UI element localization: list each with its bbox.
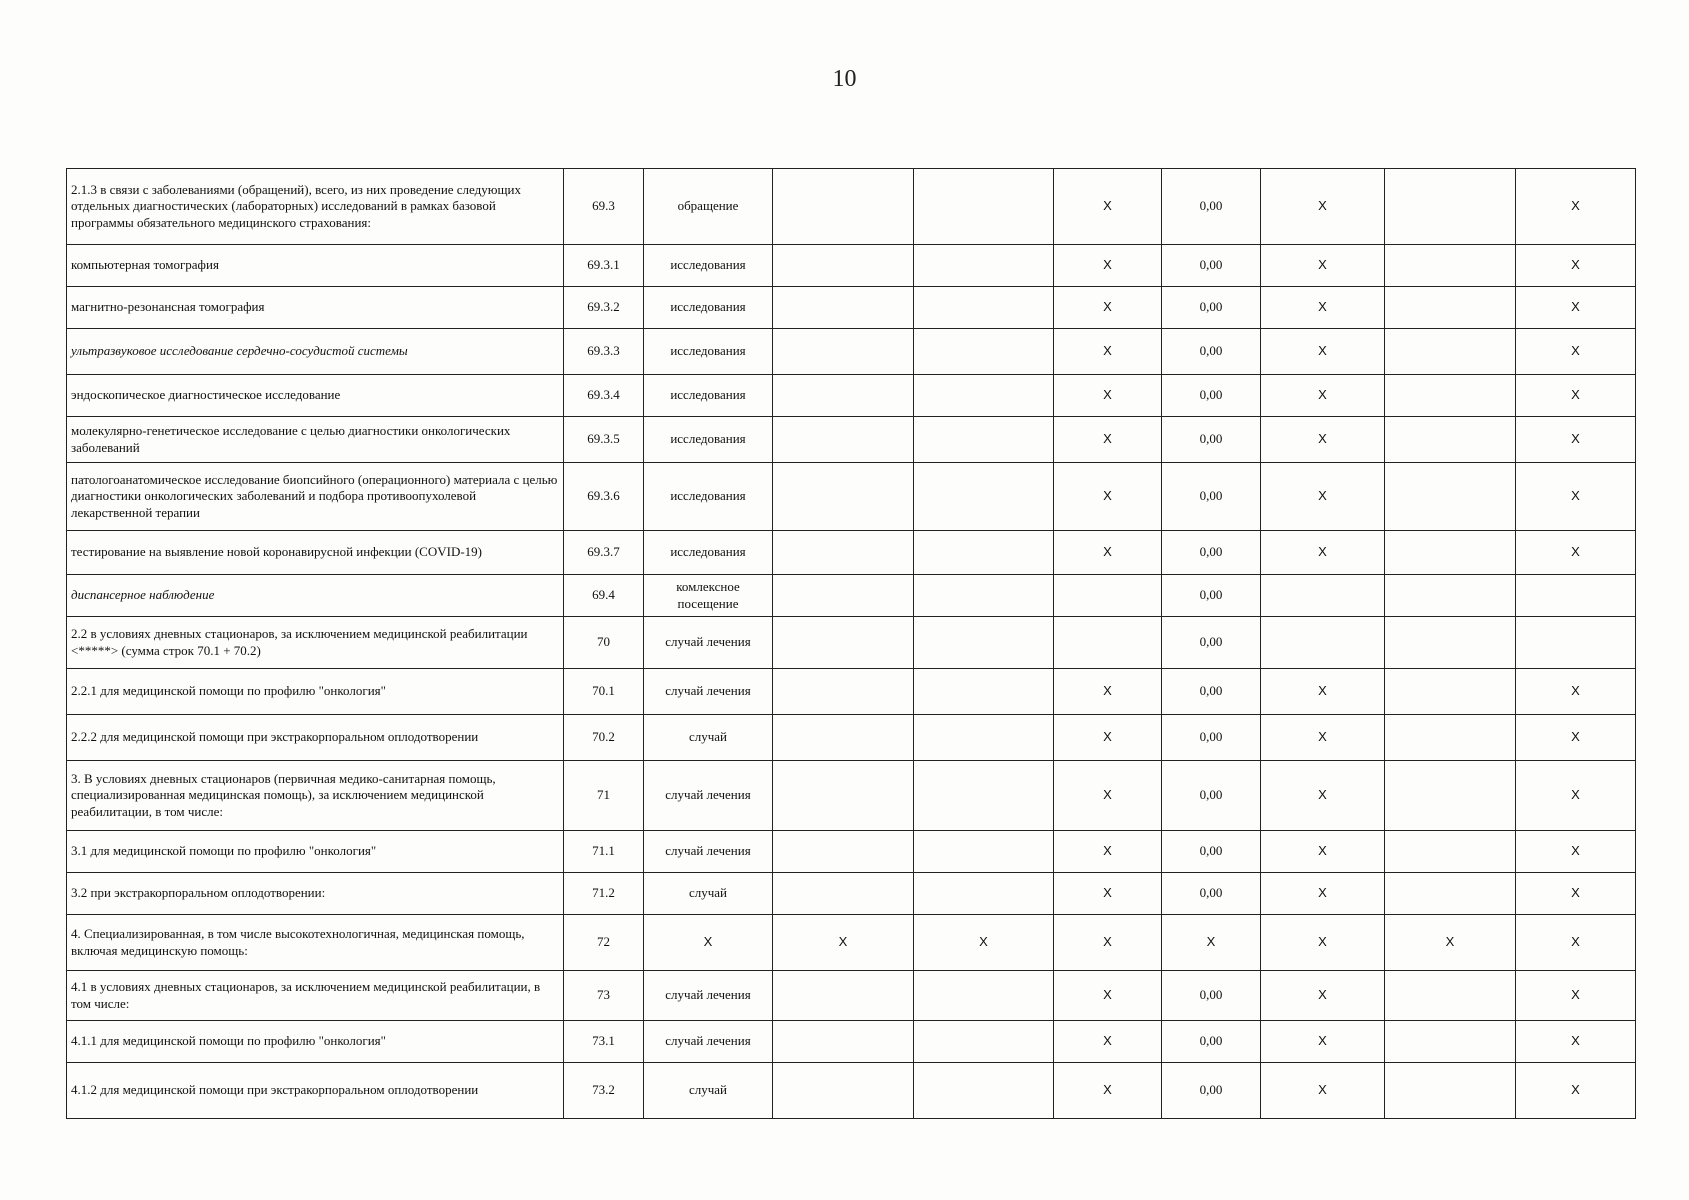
cell-c9 — [1385, 375, 1516, 417]
cell-c6: X — [1054, 831, 1162, 873]
cell-c6: X — [1054, 669, 1162, 715]
row-unit: X — [644, 915, 773, 971]
row-name: 4.1 в условиях дневных стационаров, за исключением медицинской реабилитации, в том числе: — [67, 971, 564, 1021]
row-name: 2.2.1 для медицинской помощи по профилю "онкология" — [67, 669, 564, 715]
cell-c9 — [1385, 1063, 1516, 1119]
cell-c7: 0,00 — [1162, 375, 1261, 417]
table-row — [67, 1021, 1636, 1063]
row-unit: случай — [644, 1063, 773, 1119]
cell-c10: X — [1516, 971, 1636, 1021]
cell-c9 — [1385, 761, 1516, 831]
table-row — [67, 375, 1636, 417]
row-name: 3.1 для медицинской помощи по профилю "онкология" — [67, 831, 564, 873]
cell-c8: X — [1261, 375, 1385, 417]
cell-c4 — [773, 761, 914, 831]
row-unit: случай лечения — [644, 831, 773, 873]
cell-c10: X — [1516, 417, 1636, 463]
cell-c10: X — [1516, 463, 1636, 531]
cell-c6: X — [1054, 417, 1162, 463]
row-code: 69.3.7 — [564, 531, 644, 575]
cell-c5 — [914, 617, 1054, 669]
row-code: 69.3.5 — [564, 417, 644, 463]
row-code: 72 — [564, 915, 644, 971]
row-name: 2.2.2 для медицинской помощи при экстракорпоральном оплодотворении — [67, 715, 564, 761]
cell-c10: X — [1516, 287, 1636, 329]
row-name: 4.1.1 для медицинской помощи по профилю "онкология" — [67, 1021, 564, 1063]
row-unit: обращение — [644, 169, 773, 245]
cell-c7: 0,00 — [1162, 715, 1261, 761]
cell-c7: 0,00 — [1162, 617, 1261, 669]
cell-c4 — [773, 245, 914, 287]
cell-c4 — [773, 1063, 914, 1119]
cell-c7: 0,00 — [1162, 169, 1261, 245]
cell-c7: 0,00 — [1162, 463, 1261, 531]
table-row — [67, 287, 1636, 329]
cell-c4 — [773, 463, 914, 531]
cell-c6: X — [1054, 329, 1162, 375]
cell-c8: X — [1261, 287, 1385, 329]
table-row — [67, 245, 1636, 287]
row-unit: исследования — [644, 245, 773, 287]
table-row — [67, 971, 1636, 1021]
cell-c6 — [1054, 617, 1162, 669]
cell-c8: X — [1261, 531, 1385, 575]
cell-c10: X — [1516, 375, 1636, 417]
table-row — [67, 417, 1636, 463]
row-unit: случай лечения — [644, 669, 773, 715]
cell-c7: 0,00 — [1162, 531, 1261, 575]
row-code: 73.1 — [564, 1021, 644, 1063]
row-name: тестирование на выявление новой коронавирусной инфекции (COVID-19) — [67, 531, 564, 575]
cell-c5 — [914, 329, 1054, 375]
row-name: 2.1.3 в связи с заболеваниями (обращений), всего, из них проведение следующих отдельных диагностических (лабораторных) исследований в рамках базовой программы обязательного медицинского страхования: — [67, 169, 564, 245]
cell-c8: X — [1261, 761, 1385, 831]
cell-c9 — [1385, 287, 1516, 329]
row-unit: исследования — [644, 375, 773, 417]
table-row — [67, 169, 1636, 245]
cell-c10: X — [1516, 329, 1636, 375]
cell-c4 — [773, 1021, 914, 1063]
cell-c5 — [914, 1063, 1054, 1119]
cell-c7: 0,00 — [1162, 1021, 1261, 1063]
row-code: 69.3.1 — [564, 245, 644, 287]
cell-c9 — [1385, 245, 1516, 287]
row-code: 70.1 — [564, 669, 644, 715]
row-code: 69.3.2 — [564, 287, 644, 329]
table-row — [67, 531, 1636, 575]
cell-c8: X — [1261, 715, 1385, 761]
cell-c6: X — [1054, 169, 1162, 245]
cell-c7: 0,00 — [1162, 831, 1261, 873]
cell-c5 — [914, 971, 1054, 1021]
cell-c10: X — [1516, 169, 1636, 245]
cell-c9 — [1385, 169, 1516, 245]
row-unit: случай — [644, 873, 773, 915]
cell-c4 — [773, 575, 914, 617]
cell-c6: X — [1054, 1063, 1162, 1119]
cell-c4 — [773, 971, 914, 1021]
cell-c5 — [914, 287, 1054, 329]
cell-c4 — [773, 873, 914, 915]
page-number: 10 — [832, 66, 857, 92]
row-code: 73.2 — [564, 1063, 644, 1119]
row-name: компьютерная томография — [67, 245, 564, 287]
cell-c10: X — [1516, 761, 1636, 831]
cell-c8: X — [1261, 463, 1385, 531]
cell-c7: 0,00 — [1162, 575, 1261, 617]
cell-c10: X — [1516, 915, 1636, 971]
row-unit: исследования — [644, 329, 773, 375]
cell-c10: X — [1516, 1021, 1636, 1063]
cell-c10 — [1516, 575, 1636, 617]
cell-c8 — [1261, 617, 1385, 669]
table-row — [67, 761, 1636, 831]
row-unit: комлексное посещение — [644, 575, 773, 617]
row-name: 2.2 в условиях дневных стационаров, за исключением медицинской реабилитации <*****> (сумма строк 70.1 + 70.2) — [67, 617, 564, 669]
row-code: 70.2 — [564, 715, 644, 761]
cell-c9 — [1385, 463, 1516, 531]
cell-c8: X — [1261, 831, 1385, 873]
row-name: ультразвуковое исследование сердечно-сосудистой системы — [67, 329, 564, 375]
cell-c10: X — [1516, 669, 1636, 715]
row-name: диспансерное наблюдение — [67, 575, 564, 617]
cell-c4: X — [773, 915, 914, 971]
cell-c9 — [1385, 831, 1516, 873]
cell-c10: X — [1516, 873, 1636, 915]
cell-c4 — [773, 287, 914, 329]
table-row — [67, 1063, 1636, 1119]
row-name: 4.1.2 для медицинской помощи при экстракорпоральном оплодотворении — [67, 1063, 564, 1119]
cell-c8: X — [1261, 1063, 1385, 1119]
cell-c5 — [914, 531, 1054, 575]
cell-c5: X — [914, 915, 1054, 971]
cell-c8: X — [1261, 169, 1385, 245]
table-row — [67, 329, 1636, 375]
cell-c9 — [1385, 575, 1516, 617]
cell-c4 — [773, 375, 914, 417]
cell-c8: X — [1261, 669, 1385, 715]
cell-c7: 0,00 — [1162, 761, 1261, 831]
cell-c10: X — [1516, 1063, 1636, 1119]
cell-c9 — [1385, 971, 1516, 1021]
cell-c5 — [914, 669, 1054, 715]
cell-c8 — [1261, 575, 1385, 617]
cell-c8: X — [1261, 417, 1385, 463]
row-unit: исследования — [644, 417, 773, 463]
table-row — [67, 915, 1636, 971]
row-code: 69.4 — [564, 575, 644, 617]
row-unit: случай лечения — [644, 971, 773, 1021]
cell-c4 — [773, 169, 914, 245]
cell-c6 — [1054, 575, 1162, 617]
table-row — [67, 617, 1636, 669]
table-row — [67, 831, 1636, 873]
cell-c6: X — [1054, 915, 1162, 971]
cell-c5 — [914, 1021, 1054, 1063]
cell-c8: X — [1261, 915, 1385, 971]
cell-c4 — [773, 617, 914, 669]
row-unit: исследования — [644, 531, 773, 575]
cell-c7: 0,00 — [1162, 669, 1261, 715]
row-name: 3.2 при экстракорпоральном оплодотворении: — [67, 873, 564, 915]
cell-c6: X — [1054, 971, 1162, 1021]
row-code: 69.3.4 — [564, 375, 644, 417]
cell-c6: X — [1054, 463, 1162, 531]
table-row — [67, 715, 1636, 761]
row-code: 69.3 — [564, 169, 644, 245]
row-code: 73 — [564, 971, 644, 1021]
cell-c6: X — [1054, 287, 1162, 329]
row-name: молекулярно-генетическое исследование с целью диагностики онкологических заболеваний — [67, 417, 564, 463]
cell-c8: X — [1261, 245, 1385, 287]
cell-c10 — [1516, 617, 1636, 669]
row-unit: исследования — [644, 463, 773, 531]
cell-c7: X — [1162, 915, 1261, 971]
cell-c6: X — [1054, 375, 1162, 417]
table-row — [67, 873, 1636, 915]
cell-c4 — [773, 531, 914, 575]
cell-c9 — [1385, 873, 1516, 915]
row-name: эндоскопическое диагностическое исследование — [67, 375, 564, 417]
cell-c9 — [1385, 417, 1516, 463]
cell-c5 — [914, 375, 1054, 417]
cell-c6: X — [1054, 873, 1162, 915]
cell-c8: X — [1261, 329, 1385, 375]
row-code: 71 — [564, 761, 644, 831]
cell-c8: X — [1261, 1021, 1385, 1063]
cell-c7: 0,00 — [1162, 245, 1261, 287]
cell-c9: X — [1385, 915, 1516, 971]
cell-c9 — [1385, 669, 1516, 715]
report-table — [66, 168, 1636, 1119]
row-code: 71.1 — [564, 831, 644, 873]
cell-c10: X — [1516, 715, 1636, 761]
row-name: магнитно-резонансная томография — [67, 287, 564, 329]
row-name: 3. В условиях дневных стационаров (первичная медико-санитарная помощь, специализированная медицинская помощь), за исключением медицинской реабилитации, в том числе: — [67, 761, 564, 831]
cell-c8: X — [1261, 971, 1385, 1021]
table-row — [67, 463, 1636, 531]
cell-c9 — [1385, 531, 1516, 575]
cell-c6: X — [1054, 715, 1162, 761]
cell-c10: X — [1516, 831, 1636, 873]
cell-c7: 0,00 — [1162, 971, 1261, 1021]
cell-c10: X — [1516, 531, 1636, 575]
row-name: патологоанатомическое исследование биопсийного (операционного) материала с целью диагностики онкологических заболеваний и подбора противоопухолевой лекарственной терапии — [67, 463, 564, 531]
cell-c6: X — [1054, 245, 1162, 287]
row-unit: случай лечения — [644, 1021, 773, 1063]
row-code: 69.3.3 — [564, 329, 644, 375]
cell-c7: 0,00 — [1162, 1063, 1261, 1119]
row-code: 71.2 — [564, 873, 644, 915]
cell-c4 — [773, 715, 914, 761]
cell-c6: X — [1054, 761, 1162, 831]
cell-c9 — [1385, 329, 1516, 375]
row-unit: случай лечения — [644, 761, 773, 831]
row-unit: исследования — [644, 287, 773, 329]
cell-c4 — [773, 329, 914, 375]
table-row — [67, 575, 1636, 617]
cell-c5 — [914, 169, 1054, 245]
cell-c7: 0,00 — [1162, 417, 1261, 463]
row-unit: случай лечения — [644, 617, 773, 669]
cell-c5 — [914, 463, 1054, 531]
cell-c6: X — [1054, 531, 1162, 575]
cell-c4 — [773, 417, 914, 463]
cell-c9 — [1385, 617, 1516, 669]
cell-c6: X — [1054, 1021, 1162, 1063]
cell-c7: 0,00 — [1162, 329, 1261, 375]
cell-c5 — [914, 761, 1054, 831]
cell-c5 — [914, 245, 1054, 287]
row-unit: случай — [644, 715, 773, 761]
row-code: 70 — [564, 617, 644, 669]
cell-c5 — [914, 873, 1054, 915]
cell-c4 — [773, 831, 914, 873]
table-row — [67, 669, 1636, 715]
cell-c5 — [914, 715, 1054, 761]
row-code: 69.3.6 — [564, 463, 644, 531]
cell-c10: X — [1516, 245, 1636, 287]
cell-c5 — [914, 417, 1054, 463]
cell-c5 — [914, 831, 1054, 873]
cell-c4 — [773, 669, 914, 715]
cell-c8: X — [1261, 873, 1385, 915]
cell-c7: 0,00 — [1162, 287, 1261, 329]
cell-c5 — [914, 575, 1054, 617]
cell-c9 — [1385, 715, 1516, 761]
cell-c9 — [1385, 1021, 1516, 1063]
row-name: 4. Специализированная, в том числе высокотехнологичная, медицинская помощь, включая медицинскую помощь: — [67, 915, 564, 971]
cell-c7: 0,00 — [1162, 873, 1261, 915]
